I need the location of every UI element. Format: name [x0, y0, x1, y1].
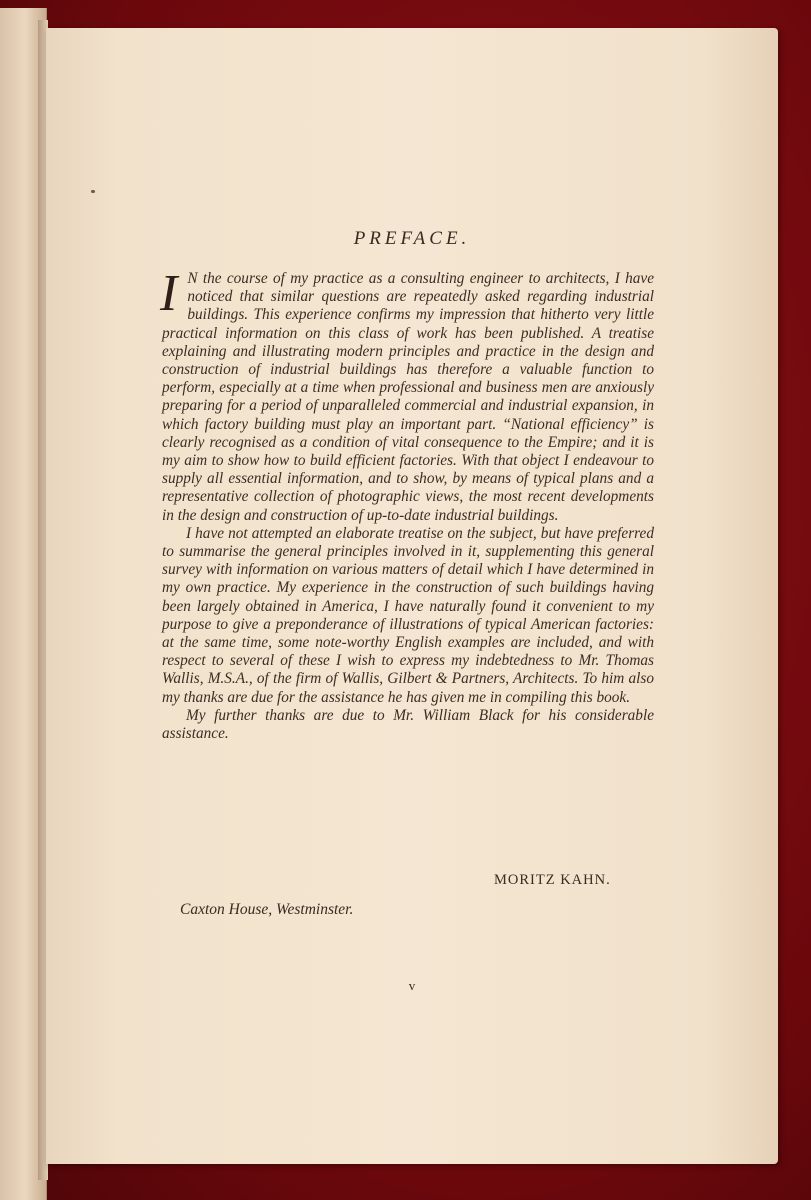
- paragraph-2: I have not attempted an elaborate treatise on the subject, but have preferred to summarise the general principles involved in it, supplementing this general survey with information on various matters of detail which I have determined in my own practice. My experience in the construction of such buildings having been largely obtained in America, I have naturally found it convenient to my purpose to give a preponderance of illustrations of typical American factories: at the same time, some note-worthy English examples are included, and with respect to several of these I wish to express my indebtedness to Mr. Thomas Wallis, M.S.A., of the firm of Wallis, Gilbert & Partners, Architects. To him also my thanks are due for the assistance he has given me in compiling this book.: [162, 524, 654, 706]
- page-number: v: [408, 978, 416, 993]
- paper-speck: [91, 190, 95, 193]
- drop-cap: I: [160, 265, 178, 322]
- page-content: [46, 28, 778, 1164]
- paragraph-3: My further thanks are due to Mr. William Black for his considerable assistance.: [162, 706, 654, 743]
- page-title: PREFACE.: [353, 228, 471, 249]
- preface-body: [160, 265, 654, 743]
- paragraph-1-text: N the course of my practice as a consulting engineer to architects, I have noticed that similar questions are repeatedly asked regarding industrial buildings. This experience confirms my impression that hitherto very little practical information on this class of work has been published. A treatise explaining and illustrating modern principles and practice in the design and construction of industrial buildings has therefore a valuable function to perform, especially at a time when professional and business men are anxiously preparing for a period of unparalleled commercial and industrial expansion, in which factory building must play an important part. “National efficiency” is clearly recognised as a condition of vital consequence to the Empire; and it is my aim to show how to build efficient factories. With that object I endeavour to supply all essential information, and to show, by means of typical plans and a representative collection of photographic views, the most recent developments in the design and construction of up-to-date industrial buildings.: [162, 270, 654, 524]
- book-page: [46, 28, 778, 1164]
- paragraph-1: [160, 265, 654, 525]
- author-signature: MORITZ KAHN.: [494, 872, 611, 888]
- place-line: Caxton House, Westminster.: [180, 901, 354, 918]
